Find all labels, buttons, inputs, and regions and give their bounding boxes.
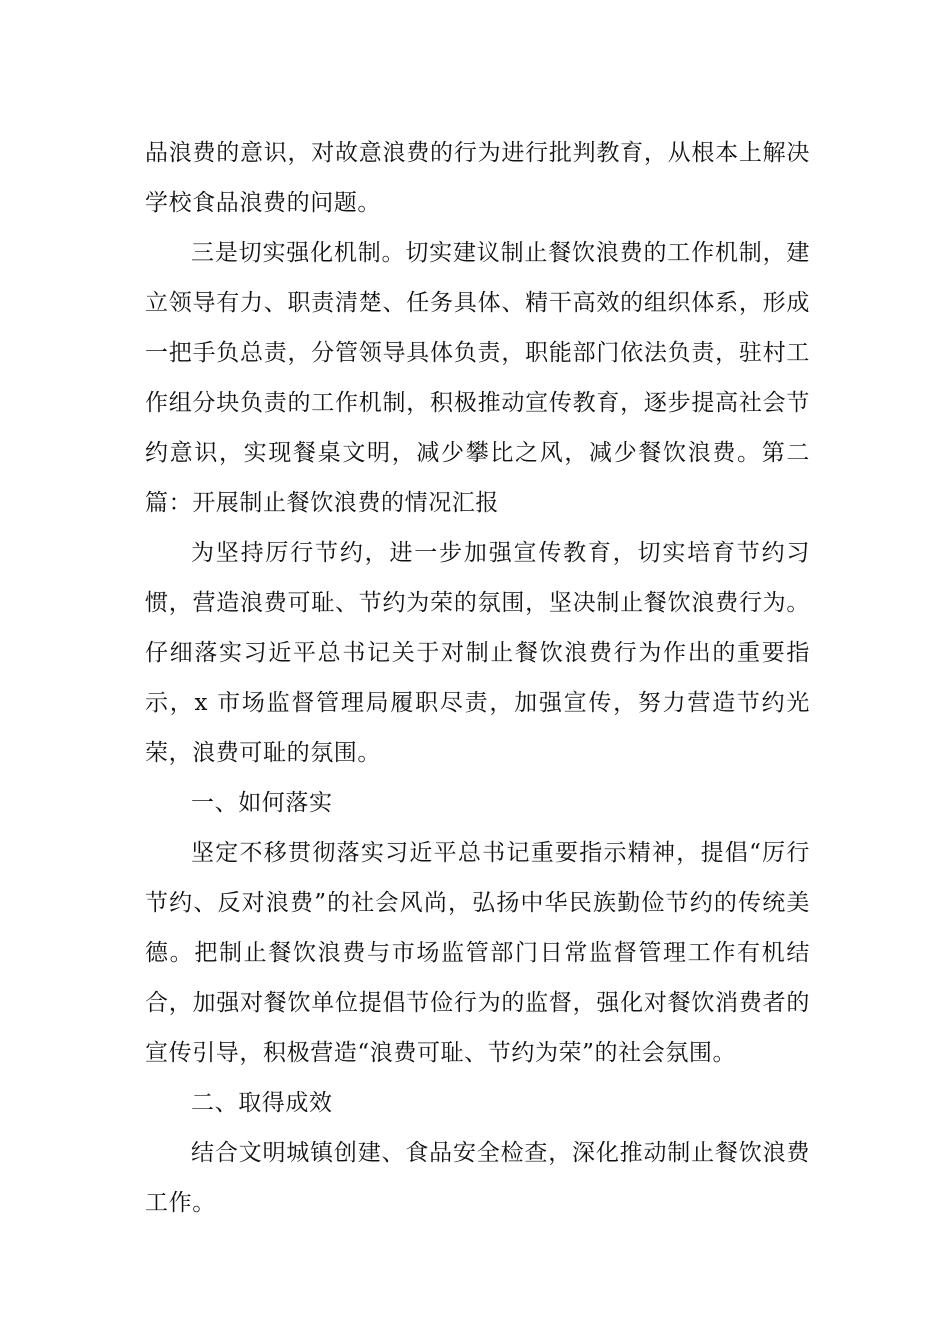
section-heading-results: 二、取得成效 <box>191 1090 333 1116</box>
document-body <box>145 128 810 1228</box>
paragraph-results: 结合文明城镇创建、食品安全检查，深化推动制止餐饮浪费工作。 <box>145 1140 810 1216</box>
paragraph-implementation: 坚定不移贯彻落实习近平总书记重要指示精神，提倡“厉行节约、反对浪费”的社会风尚，弘扬中华民族勤俭节约的传统美德。把制止餐饮浪费与市场监管部门日常监督管理工作有机结合，加强对餐饮单位提倡节俭行为的监督，强化对餐饮消费者的宣传引导，积极营造“浪费可耻、节约为荣”的社会氛围。 <box>145 840 810 1066</box>
paragraph-continued: 品浪费的意识，对故意浪费的行为进行批判教育，从根本上解决学校食品浪费的问题。 <box>145 140 810 216</box>
section-heading-implementation: 一、如何落实 <box>191 790 333 816</box>
paragraph-mechanism: 三是切实强化机制。切实建议制止餐饮浪费的工作机制，建立领导有力、职责清楚、任务具体、精干高效的组织体系，形成一把手负总责，分管领导具体负责，职能部门依法负责，驻村工作组分块负责的工作机制，积极推动宣传教育，逐步提高社会节约意识，实现餐桌文明，减少攀比之风，减少餐饮浪费。第二篇：开展制止餐饮浪费的情况汇报 <box>145 240 810 516</box>
paragraph-intro: 为坚持厉行节约，进一步加强宣传教育，切实培育节约习惯，营造浪费可耻、节约为荣的氛围，坚决制止餐饮浪费行为。仔细落实习近平总书记关于对制止餐饮浪费行为作出的重要指示，x 市场监督管理局履职尽责，加强宣传，努力营造节约光荣，浪费可耻的氛围。 <box>145 540 810 766</box>
